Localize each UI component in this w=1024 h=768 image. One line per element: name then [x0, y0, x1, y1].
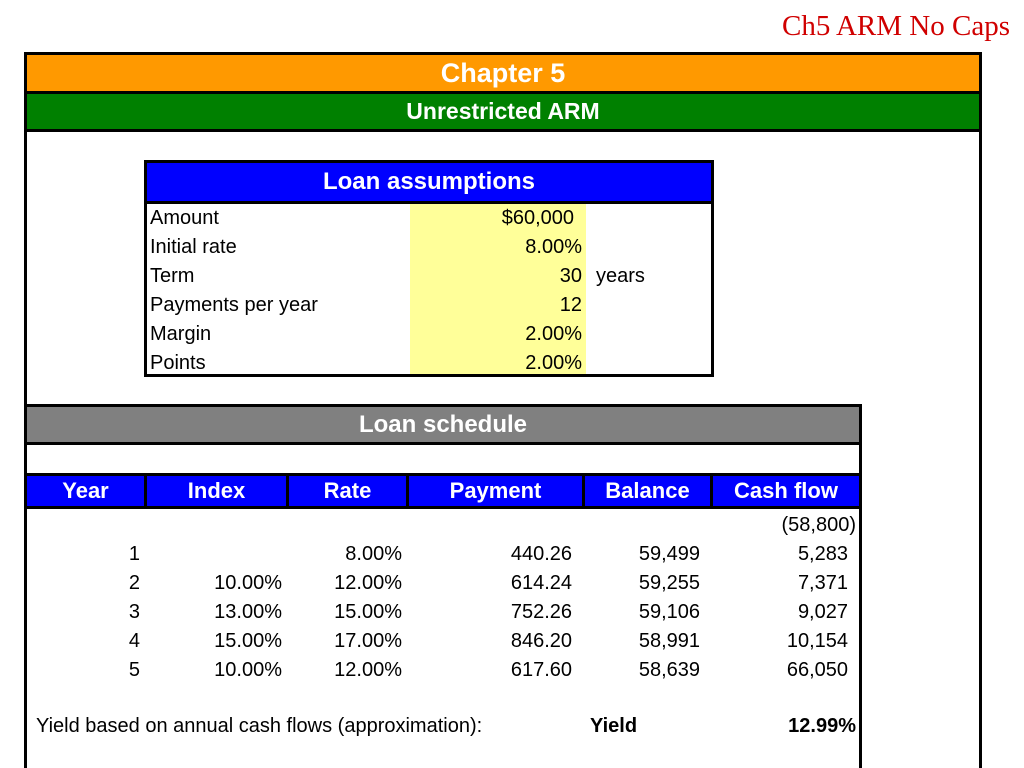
payment-cell: 617.60	[510, 659, 572, 681]
cash-flow-cell: 10,154	[786, 630, 848, 652]
rate-cell: 15.00%	[334, 601, 402, 623]
assumption-row-payments-per-year	[147, 291, 711, 320]
assumption-value[interactable]: 8.00%	[525, 236, 582, 258]
assumption-row-margin	[147, 320, 711, 349]
assumption-value[interactable]: 2.00%	[525, 352, 582, 374]
rate-cell: 17.00%	[334, 630, 402, 652]
index-cell: 10.00%	[214, 659, 282, 681]
loan-assumptions-header: Loan assumptions	[147, 163, 711, 204]
assumption-label: Margin	[150, 323, 212, 345]
chapter-banner: Chapter 5	[24, 52, 982, 94]
year-cell: 2	[128, 572, 140, 594]
column-header-payment: Payment	[409, 476, 585, 506]
payment-cell: 614.24	[510, 572, 572, 594]
year-cell: 1	[128, 543, 140, 565]
assumption-row-initial-rate	[147, 233, 711, 262]
index-cell: 13.00%	[214, 601, 282, 623]
rate-cell: 12.00%	[334, 659, 402, 681]
column-header-year: Year	[27, 476, 147, 506]
schedule-column-headers	[24, 473, 862, 509]
assumption-value[interactable]: 30	[559, 265, 582, 287]
balance-cell: 59,106	[638, 601, 700, 623]
assumption-label: Initial rate	[150, 236, 237, 258]
assumption-row-points	[147, 349, 711, 378]
assumption-row-amount	[147, 204, 711, 233]
assumption-label: Payments per year	[150, 294, 318, 316]
assumption-label: Points	[150, 352, 206, 374]
balance-cell: 58,991	[638, 630, 700, 652]
assumption-value[interactable]: 2.00%	[525, 323, 582, 345]
rate-cell: 12.00%	[334, 572, 402, 594]
table-row	[24, 656, 862, 685]
yield-row	[24, 712, 862, 741]
year-cell: 3	[128, 601, 140, 623]
assumption-row-term	[147, 262, 711, 291]
payment-cell: 440.26	[510, 543, 572, 565]
payment-cell: 752.26	[510, 601, 572, 623]
year-cell: 5	[128, 659, 140, 681]
balance-cell: 59,255	[638, 572, 700, 594]
cash-flow-cell: 9,027	[797, 601, 848, 623]
cash-flow-cell: 7,371	[797, 572, 848, 594]
year-cell: 4	[128, 630, 140, 652]
assumption-label: Term	[150, 265, 195, 287]
column-header-cash-flow: Cash flow	[734, 478, 838, 503]
balance-cell: 59,499	[638, 543, 700, 565]
table-row	[24, 540, 862, 569]
index-cell: 10.00%	[214, 572, 282, 594]
slide-title: Ch5 ARM No Caps	[781, 10, 1010, 42]
index-cell: 15.00%	[214, 630, 282, 652]
table-row	[24, 569, 862, 598]
yield-key: Yield	[590, 715, 638, 737]
column-header-balance: Balance	[585, 476, 713, 506]
assumption-unit: years	[596, 265, 645, 287]
balance-cell: 58,639	[638, 659, 700, 681]
column-header-rate: Rate	[289, 476, 409, 506]
cash-flow-cell: (58,800)	[781, 514, 856, 536]
cash-flow-cell: 66,050	[786, 659, 848, 681]
column-header-index: Index	[147, 476, 289, 506]
loan-schedule-header: Loan schedule	[24, 404, 862, 445]
yield-description: Yield based on annual cash flows (approximation):	[36, 715, 483, 737]
assumption-value[interactable]: 12	[559, 294, 582, 316]
table-row	[24, 598, 862, 627]
assumption-label: Amount	[150, 207, 219, 229]
rate-cell: 8.00%	[345, 543, 402, 565]
subtitle-banner: Unrestricted ARM	[24, 94, 982, 132]
table-row	[24, 627, 862, 656]
cash-flow-cell: 5,283	[797, 543, 848, 565]
payment-cell: 846.20	[510, 630, 572, 652]
loan-assumptions-box	[144, 160, 714, 377]
yield-value: 12.99%	[788, 715, 856, 737]
schedule-row-initial	[24, 511, 862, 540]
assumption-value[interactable]: $60,000	[501, 207, 574, 229]
